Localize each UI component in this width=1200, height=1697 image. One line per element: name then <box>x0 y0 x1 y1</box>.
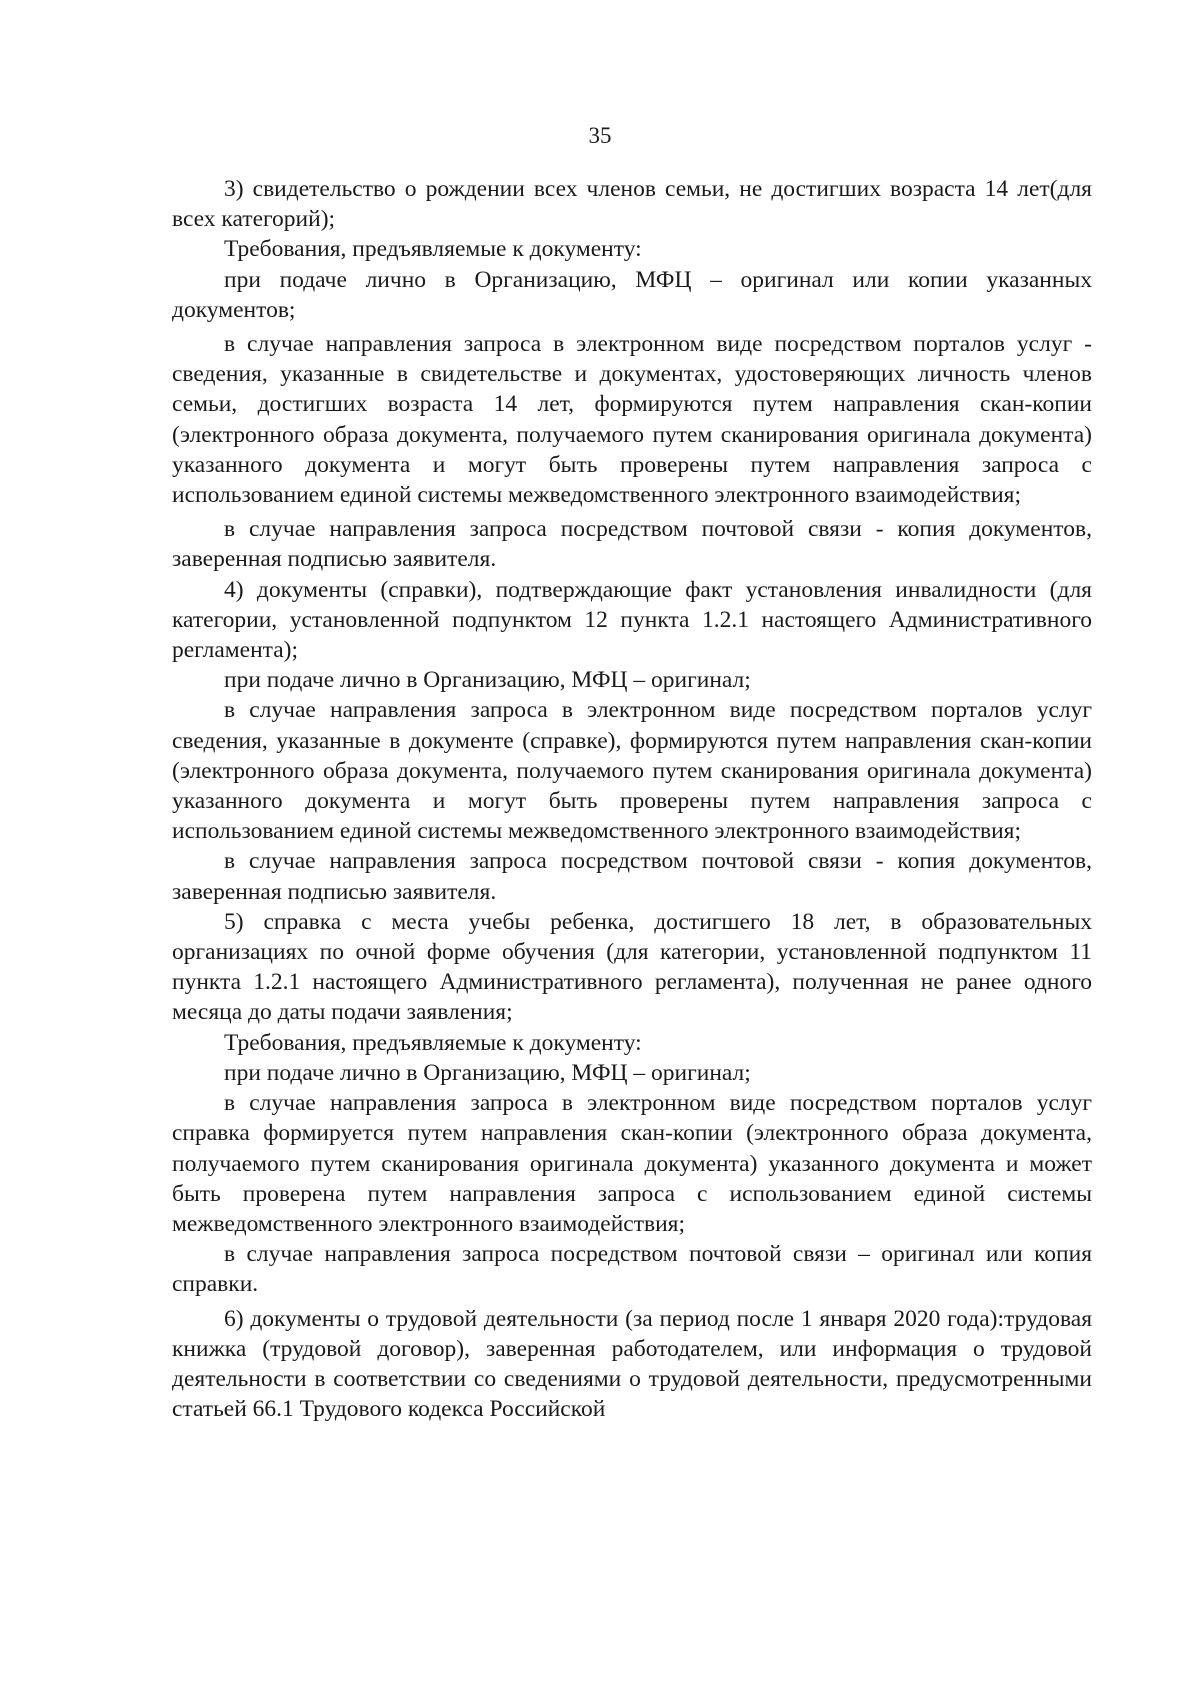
paragraph-electronic-request: в случае направления запроса в электронном виде посредством порталов услуг сведения, указанные в документе (справке), формируются путем направления скан-копии (электронного образа документа, получаемого путем сканирования оригинала документа) указанного документа и могут быть проверены путем направления запроса с использованием единой системы межведомственного электронного взаимодействия; <box>172 697 1092 845</box>
paragraph-electronic-request: в случае направления запроса в электронном виде посредством порталов услуг справка формируется путем направления скан-копии (электронного образа документа, получаемого путем сканирования оригинала документа) указанного документа и может быть проверена путем направления запроса с использованием единой системы межведомственного электронного взаимодействия; <box>172 1090 1092 1237</box>
document-body <box>172 174 1092 1424</box>
paragraph-postal-request: в случае направления запроса посредством почтовой связи - копия документов, заверенная подписью заявителя. <box>172 516 1092 573</box>
paragraph-item-4-disability-documents: 4) документы (справки), подтверждающие факт установления инвалидности (для категории, установленной подпунктом 12 пункта 1.2.1 настоящего Административного регламента); <box>172 576 1092 664</box>
paragraph-item-3-birth-certificate: 3) свидетельство о рождении всех членов семьи, не достигших возраста 14 лет(для всех категорий); <box>172 176 1092 233</box>
paragraph-item-5-study-certificate: 5) справка с места учебы ребенка, достигшего 18 лет, в образовательных организациях по очной форме обучения (для категории, установленной подпунктом 11 пункта 1.2.1 настоящего Административного регламента), полученная не ранее одного месяца до даты подачи заявления; <box>172 908 1092 1026</box>
paragraph-electronic-request: в случае направления запроса в электронном виде посредством порталов услуг - сведения, указанные в свидетельстве и документах, удостоверяющих личность членов семьи, достигших возраста 14 лет, формируются путем направления скан-копии (электронного образа документа, получаемого путем сканирования оригинала документа) указанного документа и могут быть проверены путем направления запроса с использованием единой системы межведомственного электронного взаимодействия; <box>172 331 1092 509</box>
paragraph-item-6-employment-documents: 6) документы о трудовой деятельности (за период после 1 января 2020 года):трудовая книжка (трудовой договор), заверенная работодателем, или информация о трудовой деятельности в соответствии со сведениями о трудовой деятельности, предусмотренными статьей 66.1 Трудового кодекса Российской <box>172 1305 1092 1423</box>
paragraph-postal-request: в случае направления запроса посредством почтовой связи – оригинал или копия справки. <box>172 1241 1092 1298</box>
paragraph-in-person: при подаче лично в Организацию, МФЦ – оригинал; <box>224 1059 751 1086</box>
paragraph-requirements-heading: Требования, предъявляемые к документу: <box>224 236 642 263</box>
paragraph-in-person: при подаче лично в Организацию, МФЦ – оригинал или копии указанных документов; <box>172 266 1092 323</box>
paragraph-in-person: при подаче лично в Организацию, МФЦ – оригинал; <box>224 667 751 694</box>
paragraph-postal-request: в случае направления запроса посредством почтовой связи - копия документов, заверенная подписью заявителя. <box>172 848 1092 905</box>
paragraph-requirements-heading: Требования, предъявляемые к документу: <box>224 1029 642 1056</box>
page-number: 35 <box>588 123 612 148</box>
